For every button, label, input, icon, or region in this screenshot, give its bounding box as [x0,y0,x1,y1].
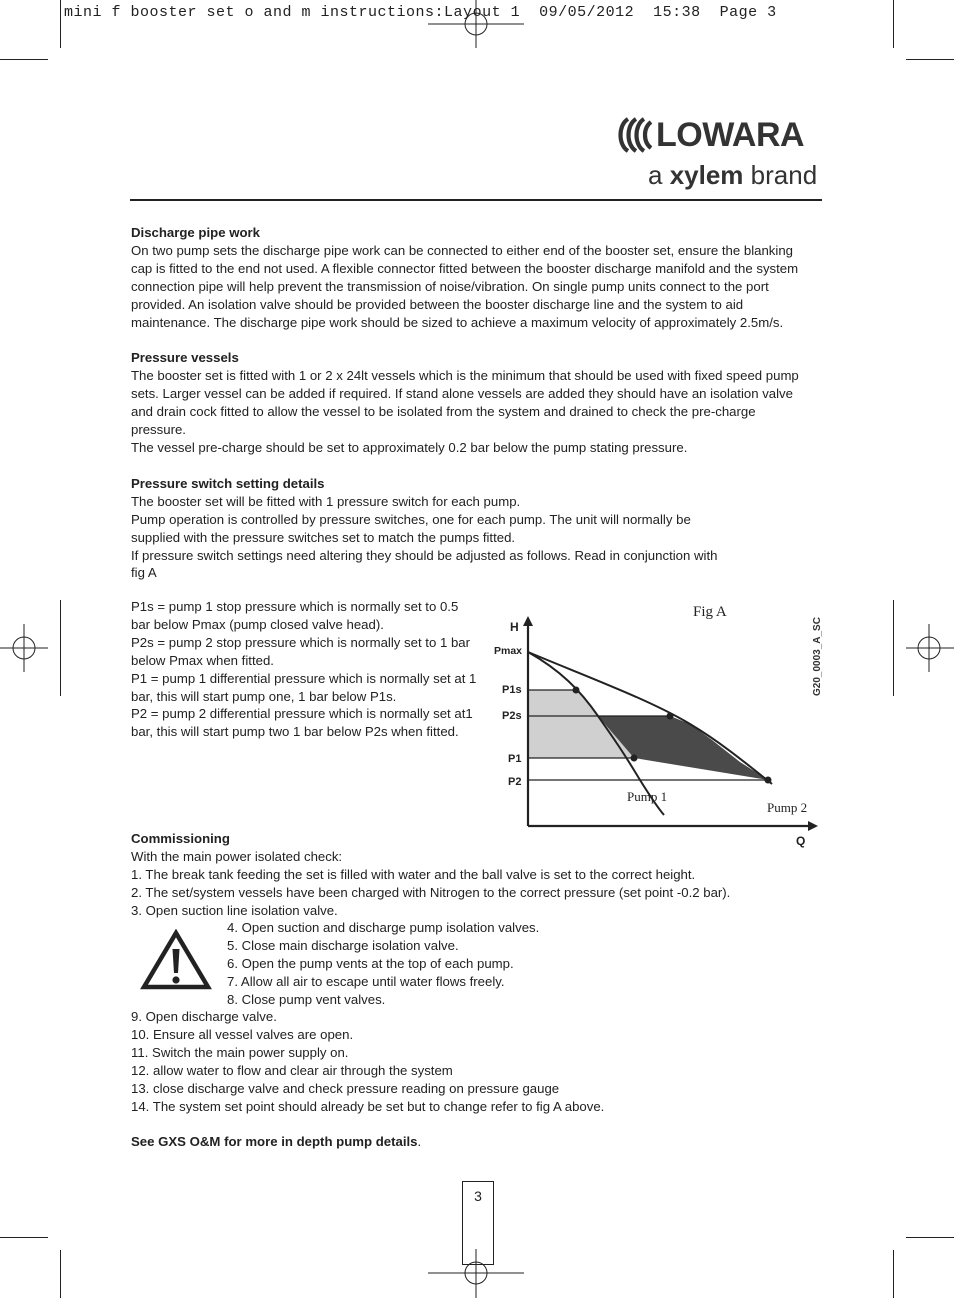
switch-definitions [131,598,479,741]
see-more-tail: . [417,1134,422,1150]
commissioning-section [131,830,806,920]
figure-label: Fig A [693,604,727,620]
list-item: 12. allow water to flow and clear air through the system [131,1062,453,1078]
list-item: 2. The set/system vessels have been charged with Nitrogen to the correct pressure (set point -0.2 bar). [131,884,731,900]
axis-q-label: Q [796,834,806,848]
list-item: 3. Open suction line isolation valve. [131,902,338,918]
def-p1: P1 = pump 1 differential pressure which is normally set at 1 bar, this will start pump one, 1 bar below P1s. [131,670,477,704]
list-item: 10. Ensure all vessel valves are open. [131,1026,354,1042]
figure-code: G20_0003_A_SC [812,617,823,696]
page-number: 3 [462,1181,494,1265]
brand-name: LOWARA [656,116,805,154]
list-item: 5. Close main discharge isolation valve. [227,937,459,953]
brand-tagline [648,160,817,191]
see-more-bold: See GXS O&M for more in depth pump details [131,1134,418,1150]
see-more-note [131,1133,803,1151]
def-p2s: P2s = pump 2 stop pressure which is normally set to 1 bar below Pmax when fitted. [131,634,471,668]
list-item: 8. Close pump vent valves. [227,991,386,1007]
brand-sub-xylem: xylem [669,160,744,190]
def-p2: P2 = pump 2 differential pressure which is normally set at1 bar, this will start pump two 1 bar below P2s when fitted. [131,706,473,740]
list-item: 6. Open the pump vents at the top of each pump. [227,955,514,971]
heading-switch: Pressure switch setting details [131,475,325,491]
switch-line-1: The booster set will be fitted with 1 pressure switch for each pump. [131,493,521,509]
def-p1s: P1s = pump 1 stop pressure which is normally set to 0.5 bar below Pmax (pump closed valve head). [131,599,459,632]
list-item: 14. The system set point should already be set but to change refer to fig A above. [131,1098,605,1114]
heading-vessels: Pressure vessels [131,350,239,366]
switch-line-3: If pressure switch settings need altering they should be adjusted as follows. Read in conjunction with fig A [131,547,718,581]
vessels-body-1: The booster set is fitted with 1 or 2 x 24lt vessels which is the minimum that should be used with fixed speed pump sets. Larger vessel can be added if required. If stand alone vessels are added they should have an isolation valve and drain cock fitted to allow the vessel to be isolated from the system and drained to check the pre-charge pressure. [131,368,799,438]
pump-curve-figure [480,600,840,860]
axis-h-label: H [510,620,519,634]
level-label: P2 [508,776,522,788]
switch-line-2: Pump operation is controlled by pressure switches, one for each pump. The unit will normally be supplied with the pressure switches set to match the pumps fitted. [131,511,691,545]
lowara-logo-icon [614,115,654,155]
warning-icon [140,929,212,991]
commissioning-steps-indented [227,919,787,1009]
commissioning-steps-final [131,1008,803,1151]
list-item: 1. The break tank feeding the set is filled with water and the ball valve is set to the correct height. [131,866,696,882]
vessels-body-2: The vessel pre-charge should be set to approximately 0.2 bar below the pump stating pressure. [131,439,688,455]
level-label: P1 [508,753,522,765]
pump1-label: Pump 1 [627,789,668,804]
level-label: P2s [502,710,522,722]
list-item: 11. Switch the main power supply on. [131,1044,349,1060]
level-label: P1s [502,684,522,696]
brand-sub-brand: brand [750,160,818,190]
list-item: 7. Allow all air to escape until water flows freely. [227,973,505,989]
pump2-label: Pump 2 [767,800,808,815]
list-item: 13. close discharge valve and check pressure reading on pressure gauge [131,1080,560,1096]
header-rule [130,199,822,201]
list-item: 9. Open discharge valve. [131,1009,277,1024]
brand-sub-a: a [648,160,663,190]
main-text-top [131,224,803,582]
list-item: 4. Open suction and discharge pump isolation valves. [227,920,540,935]
discharge-body: On two pump sets the discharge pipe work can be connected to either end of the booster set, ensure the blanking cap is fitted to the end not used. A flexible connector fitted between the booster discharge manifold and the system connection pipe will help prevent the transmission of noise/vibration. On single pump units connect to the port provided. An isolation valve should be provided between the booster discharge line and the system to aid maintenance. The discharge pipe work should be sized to achieve a maximum velocity of approximately 2.5m/s. [131,242,799,330]
heading-commissioning: Commissioning [131,831,230,846]
level-label: Pmax [494,645,523,657]
heading-discharge: Discharge pipe work [131,225,260,240]
commissioning-intro: With the main power isolated check: [131,848,343,864]
print-slug: mini f booster set o and m instructions:Layout 1 09/05/2012 15:38 Page 3 [64,4,777,21]
